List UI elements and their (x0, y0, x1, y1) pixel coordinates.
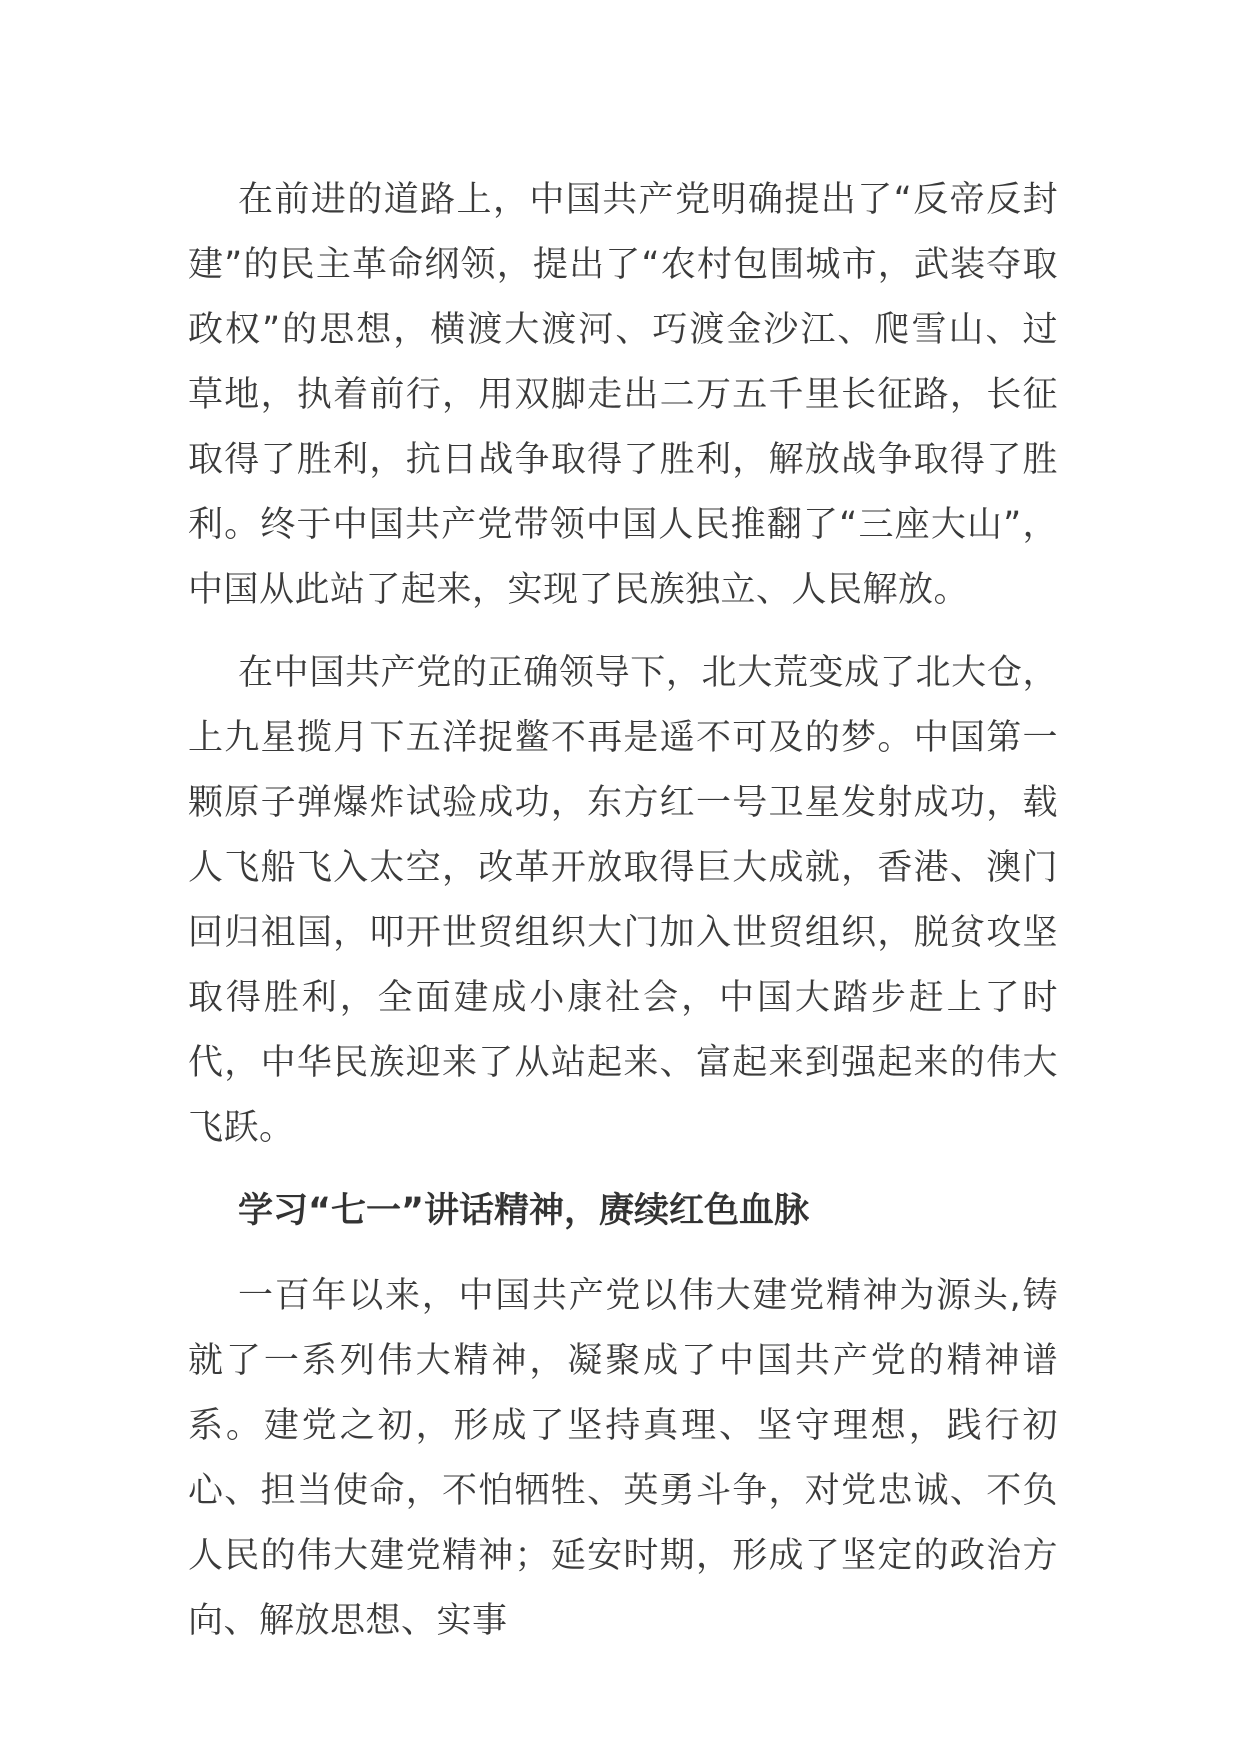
body-paragraph-3: 一百年以来，中国共产党以伟大建党精神为源头,铸就了一系列伟大精神，凝聚成了中国共产党的精神谱系。建党之初，形成了坚持真理、坚守理想，践行初心、担当使命，不怕牺牲、英勇斗争，对党忠诚、不负人民的伟大建党精神；延安时期，形成了坚定的政治方向、解放思想、实事 (188, 1276, 1058, 1641)
body-paragraph-1: 在前进的道路上，中国共产党明确提出了“反帝反封建”的民主革命纲领，提出了“农村包围城市，武装夺取政权”的思想，横渡大渡河、巧渡金沙江、爬雪山、过草地，执着前行，用双脚走出二万五千里长征路，长征取得了胜利，抗日战争取得了胜利，解放战争取得了胜利。终于中国共产党带领中国人民推翻了“三座大山”，中国从此站了起来，实现了民族独立、人民解放。 (188, 180, 1058, 610)
section-heading: 学习“七一”讲话精神，赓续红色血脉 (238, 1191, 810, 1231)
body-paragraph-2: 在中国共产党的正确领导下，北大荒变成了北大仓，上九星揽月下五洋捉鳖不再是遥不可及的梦。中国第一颗原子弹爆炸试验成功，东方红一号卫星发射成功，载人飞船飞入太空，改革开放取得巨大成就，香港、澳门回归祖国，叩开世贸组织大门加入世贸组织，脱贫攻坚取得胜利，全面建成小康社会，中国大踏步赶上了时代，中华民族迎来了从站起来、富起来到强起来的伟大飞跃。 (188, 653, 1058, 1148)
document-body (188, 168, 1058, 1672)
